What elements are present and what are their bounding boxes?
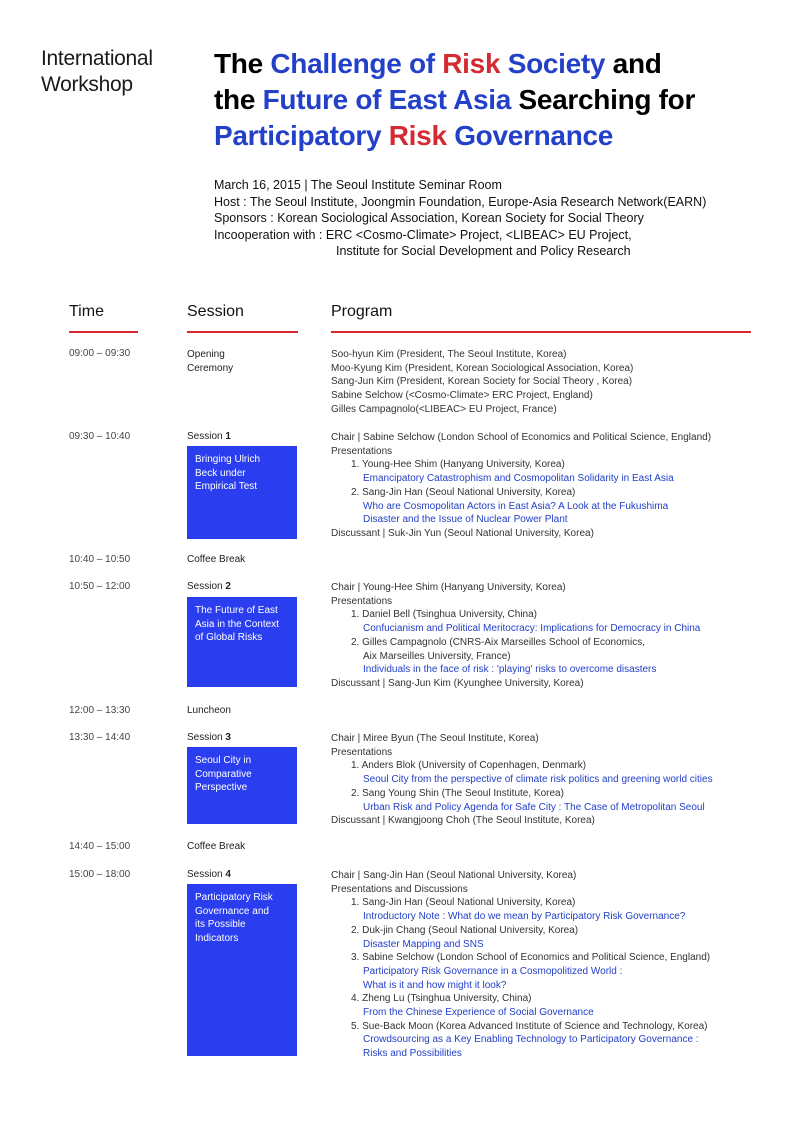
row-session: Coffee Break (187, 841, 246, 852)
event-date: March 16, 2015 | The Seoul Institute Seminar Room (214, 178, 502, 192)
event-sponsors: Sponsors : Korean Sociological Association, Korean Society for Social Theory (214, 211, 644, 225)
row-time: 09:00 – 09:30 (69, 348, 131, 359)
session-2-theme: The Future of East Asia in the Context of Global Risks (187, 597, 297, 687)
session-4-label: Session 4 (187, 869, 231, 880)
row-time: 10:40 – 10:50 (69, 554, 131, 565)
event-host: Host : The Seoul Institute, Joongmin Foundation, Europe-Asia Research Network(EARN) (214, 194, 707, 209)
event-info (214, 177, 706, 260)
workshop-line-1: International (41, 47, 153, 70)
program-session-4: Chair | Sang-Jin Han (Seoul National University, Korea) Presentations and Discussions 1. Sang-Jin Han (Seoul National University, Korea) Introductory Note : What do we mean by Participatory Risk Governance? 2. Duk-jin Chang (Seoul National University, Korea) Disaster Mapping and SNS 3. Sabine Selchow (London School of Economics and Political Science, England) Participatory Risk Governance in a Cosmopolitized World : What is it and how might it look? 4. Zheng Lu (Tsinghua University, China) From the Chinese Experience of Social Governance 5. Sue-Back Moon (Korea Advanced Institute of Science and Technology, Korea) Crowdsourcing as a Key Enabling Technology to Participatory Governance : Risks and Possibilities (331, 870, 711, 1060)
session-1-theme: Bringing Ulrich Beck under Empirical Test (187, 446, 297, 539)
row-time: 14:40 – 15:00 (69, 841, 131, 852)
page-title (214, 46, 695, 154)
title-line-2: the Future of East Asia Searching for (214, 84, 696, 115)
header-time: Time (69, 303, 104, 320)
program-session-1: Chair | Sabine Selchow (London School of Economics and Political Science, England) Presentations 1. Young-Hee Shim (Hanyang University, Korea) Emancipatory Catastrophism and Cosmopolitan Solidarity in East Asia 2. Sang-Jin Han (Seoul National University, Korea) Who are Cosmopolitan Actors in East Asia? A Look at the Fukushima Disaster and the Issue of Nuclear Power Plant Discussant | Suk-Jin Yun (Seoul National University, Korea) (331, 432, 712, 539)
header-rule-program (331, 331, 751, 333)
session-3-theme: Seoul City in Comparative Perspective (187, 747, 297, 824)
session-3-label: Session 3 (187, 732, 231, 743)
header-program: Program (331, 303, 393, 320)
row-time: 15:00 – 18:00 (69, 869, 131, 880)
event-cooperation-cont: Institute for Social Development and Policy Research (336, 244, 631, 258)
row-session: Luncheon (187, 705, 231, 716)
row-time: 09:30 – 10:40 (69, 431, 131, 442)
row-time: 10:50 – 12:00 (69, 581, 131, 592)
header-rule-session (187, 331, 298, 333)
program-session-2: Chair | Young-Hee Shim (Hanyang University, Korea) Presentations 1. Daniel Bell (Tsinghua University, China) Confucianism and Political Meritocracy: Implications for Democracy in China 2. Gilles Campagnolo (CNRS-Aix Marseilles School of Economics, Aix Marseilles University, France) Individuals in the face of risk : 'playing' risks to overcome disasters Discussant | Sang-Jun Kim (Kyunghee University, Korea) (331, 582, 701, 689)
program-opening: Soo-hyun Kim (President, The Seoul Institute, Korea) Moo-Kyung Kim (President, Korean Sociological Association, Korea) Sang-Jun Kim (President, Korean Society for Social Theory , Korea) Sabine Selchow (<Cosmo-Climate> ERC Project, England) Gilles Campagnolo(<LIBEAC> EU Project, France) (331, 349, 634, 415)
header-session: Session (187, 303, 244, 320)
session-2-label: Session 2 (187, 581, 231, 592)
row-session: Opening Ceremony (187, 349, 234, 374)
session-1-label: Session 1 (187, 431, 231, 442)
header-rule-time (69, 331, 138, 333)
program-session-3: Chair | Miree Byun (The Seoul Institute, Korea) Presentations 1. Anders Blok (University of Copenhagen, Denmark) Seoul City from the perspective of climate risk politics and greening world cities 2. Sang Young Shin (The Seoul Institute, Korea) Urban Risk and Policy Agenda for Safe City : The Case of Metropolitan Seoul Discussant | Kwangjoong Choh (The Seoul Institute, Korea) (331, 733, 713, 827)
row-time: 13:30 – 14:40 (69, 732, 131, 743)
workshop-label (41, 46, 153, 98)
row-time: 12:00 – 13:30 (69, 705, 131, 716)
title-line-1: The Challenge of Risk Society and (214, 48, 662, 79)
row-session: Coffee Break (187, 554, 246, 565)
workshop-line-2: Workshop (41, 73, 133, 96)
session-4-theme: Participatory Risk Governance and its Possible Indicators (187, 884, 297, 1056)
title-line-3: Participatory Risk Governance (214, 120, 614, 151)
event-cooperation: Incooperation with : ERC <Cosmo-Climate> Project, <LIBEAC> EU Project, (214, 227, 632, 242)
